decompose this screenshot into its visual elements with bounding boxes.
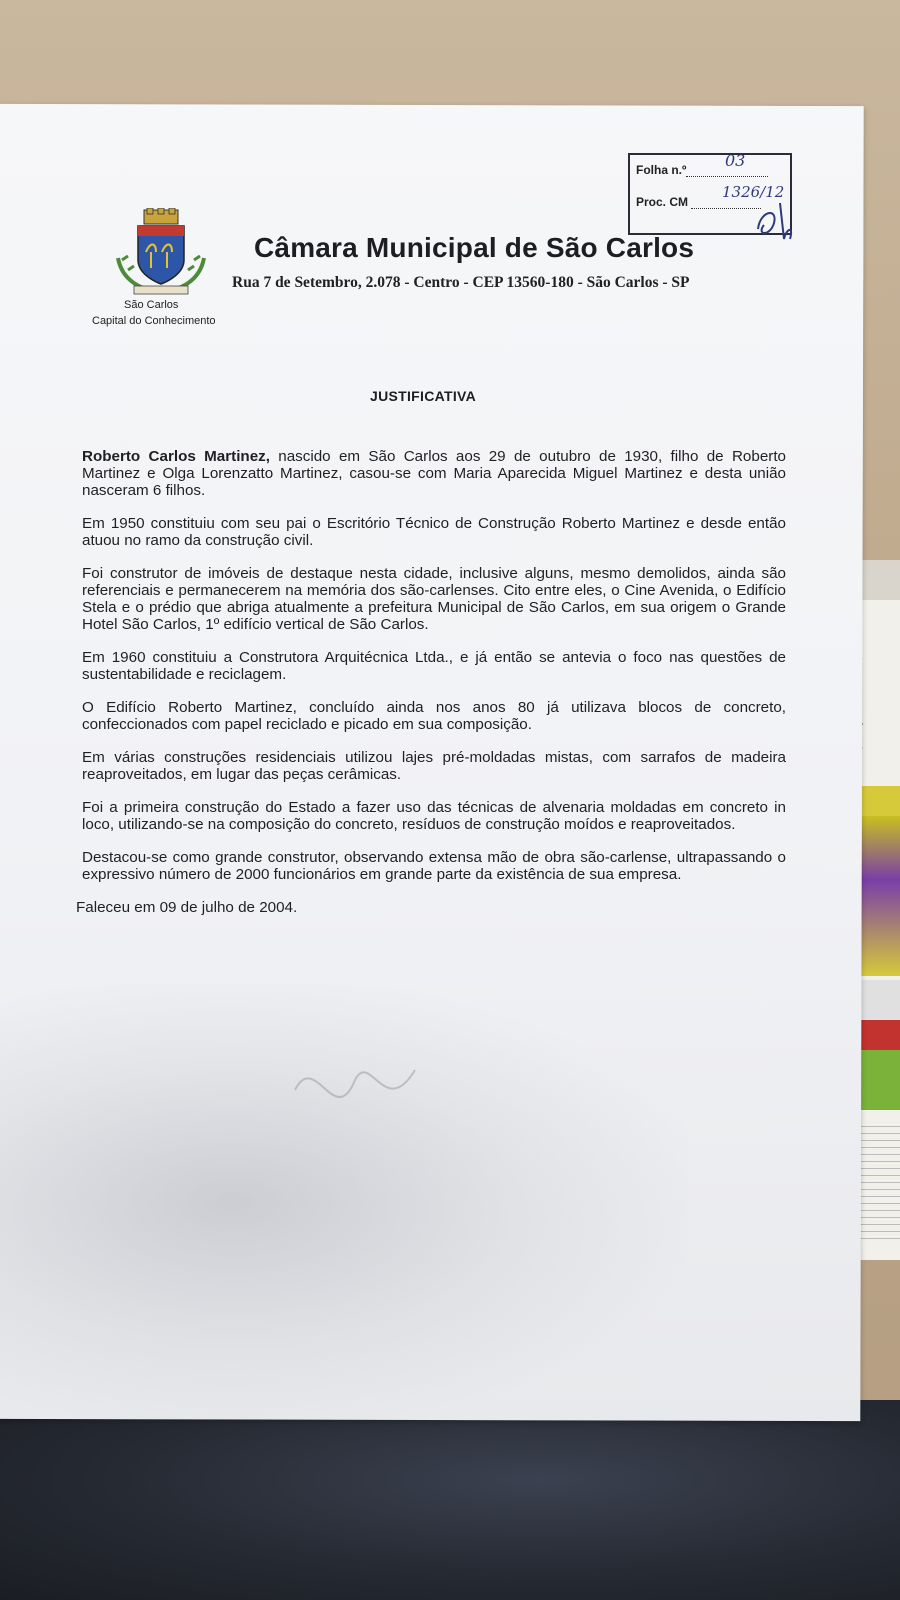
faint-signature-showthrough: [275, 1030, 435, 1150]
document-heading: JUSTIFICATIVA: [370, 388, 477, 404]
paragraph-9: Faleceu em 09 de julho de 2004.: [76, 899, 298, 916]
logo-tagline: Capital do Conhecimento: [92, 315, 216, 327]
folha-row: [636, 163, 768, 177]
initials-scribble: [750, 199, 800, 245]
folha-label: Folha n.º: [636, 163, 687, 177]
dark-cloth-background: [0, 1400, 900, 1600]
logo-city-name: São Carlos: [124, 299, 179, 311]
paragraph-5: O Edifício Roberto Martinez, concluído ainda nos anos 80 já utilizava blocos de concreto, confeccionados com papel reciclado e picado em sua composição.: [82, 699, 786, 733]
paragraph-1-text: nascido em São Carlos aos 29 de outubro de 1930, filho de Roberto Martinez e Olga Lorenzatto Martinez, casou-se com Maria Aparecida Miguel Martinez e desta união nasceram 6 filhos.: [82, 448, 786, 499]
proc-handwritten-value: 1326/12: [722, 183, 785, 201]
institution-title: Câmara Municipal de São Carlos: [254, 232, 695, 263]
institution-address: Rua 7 de Setembro, 2.078 - Centro - CEP 13560-180 - São Carlos - SP: [232, 274, 690, 291]
folha-handwritten-value: 03: [725, 151, 746, 170]
document-body: [76, 448, 786, 932]
paragraph-3: Foi construtor de imóveis de destaque nesta cidade, inclusive alguns, mesmo demolidos, ainda são referenciais e permanecerem na memória dos são-carlenses. Cito entre eles, o Cine Avenida, o Edifício Stela e o prédio que abriga atualmente a prefeitura Municipal de São Carlos, em sua origem o Grande Hotel São Carlos, 1º edifício vertical de São Carlos.: [82, 565, 786, 633]
paragraph-8: Destacou-se como grande construtor, observando extensa mão de obra são-carlense, ultrapassando o expressivo número de 2000 funcionários em grande parte da existência de sua empresa.: [82, 849, 786, 883]
sao-carlos-coat-of-arms: [116, 208, 206, 298]
proc-label: Proc. CM: [636, 195, 689, 209]
folha-stamp: [628, 153, 792, 235]
paragraph-1: [82, 448, 786, 499]
paragraph-4: Em 1960 constituiu a Construtora Arquitécnica Ltda., e já então se antevia o foco nas questões de sustentabilidade e reciclagem.: [82, 649, 786, 683]
paragraph-7: Foi a primeira construção do Estado a fazer uso das técnicas de alvenaria moldadas em concreto in loco, utilizando-se na composição do concreto, resíduos de construção moídos e reaproveitados.: [82, 799, 786, 833]
paragraph-6: Em várias construções residenciais utilizou lajes pré-moldadas mistas, com sarrafos de madeira reaproveitados, em lugar das peças cerâmicas.: [82, 749, 786, 783]
paragraph-2: Em 1950 constituiu com seu pai o Escritório Técnico de Construção Roberto Martinez e desde então atuou no ramo da construção civil.: [82, 515, 786, 549]
subject-name: Roberto Carlos Martinez,: [82, 448, 270, 465]
